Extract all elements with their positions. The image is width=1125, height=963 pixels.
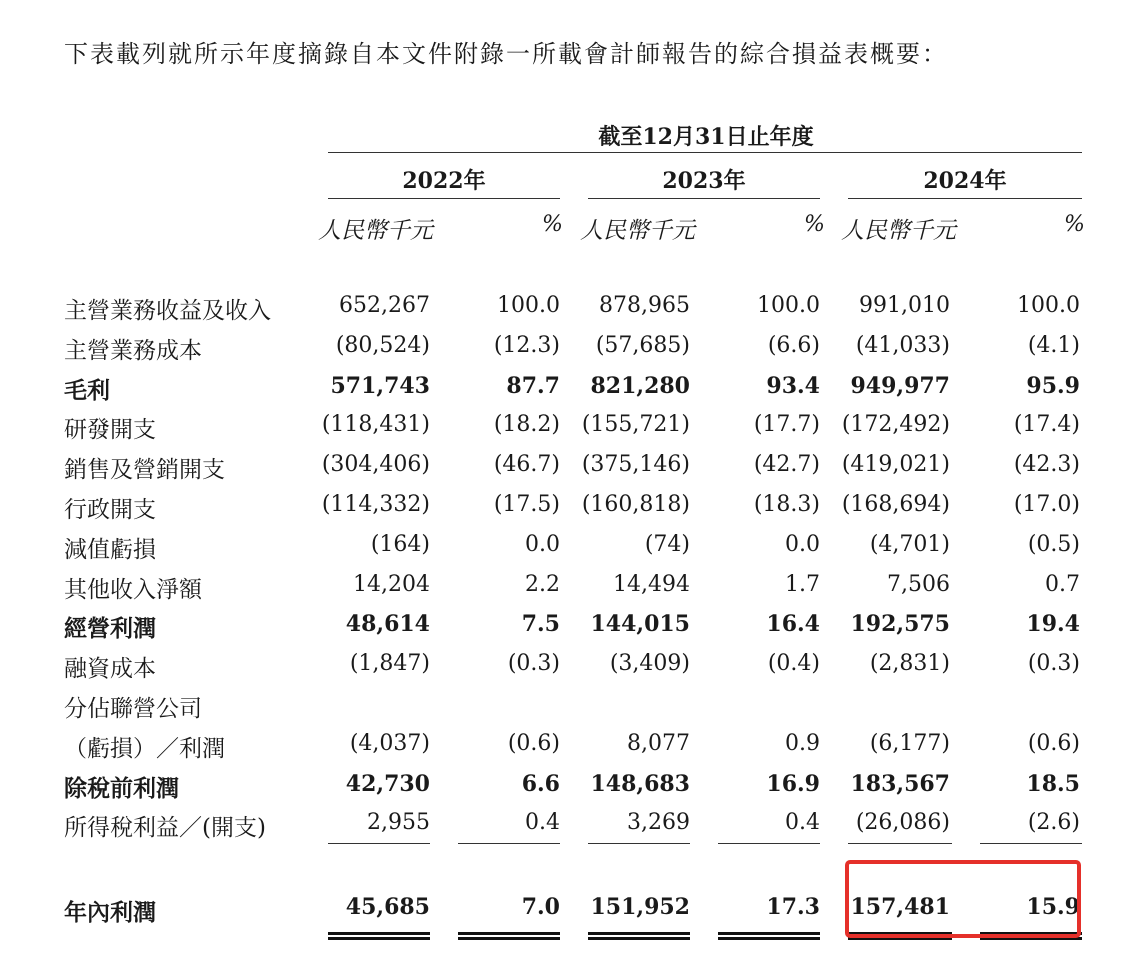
row-label: 融資成本 (64, 656, 156, 682)
period-rule (328, 152, 1082, 153)
row-value: (42.3) (1013, 452, 1080, 477)
double-rule (718, 932, 820, 940)
row-value: (17.0) (1013, 492, 1080, 517)
row-value: (114,332) (321, 492, 430, 517)
row-value: 148,683 (590, 771, 690, 797)
row-value: 100.0 (1017, 293, 1080, 318)
row-value: 144,015 (590, 611, 690, 637)
pct-label-2023: % (804, 212, 825, 237)
row-label: 其他收入淨額 (64, 577, 202, 603)
row-value: (118,431) (321, 412, 430, 437)
year-rule-2024 (848, 198, 1082, 199)
row-value: 3,269 (627, 810, 690, 835)
row-value: (160,818) (581, 492, 690, 517)
unit-label-2024: 人民幣千元 (841, 218, 956, 244)
row-value: (46.7) (493, 452, 560, 477)
row-value: (42.7) (753, 452, 820, 477)
row-value: (0.5) (1027, 532, 1080, 557)
row-value: (2,831) (869, 651, 950, 676)
subtotal-rule-2023-pct (718, 843, 820, 844)
row-label: （虧損）／利潤 (64, 736, 225, 762)
row-value: (57,685) (595, 333, 690, 358)
row-value: 6.6 (521, 771, 560, 797)
subtotal-rule-2022-pct (458, 843, 560, 844)
row-value: 95.9 (1026, 373, 1080, 399)
row-value: 183,567 (850, 771, 950, 797)
year-header-2022: 2022年 (402, 168, 486, 194)
row-label: 除稅前利潤 (64, 775, 179, 802)
row-value: (74) (644, 532, 690, 557)
row-value: 949,977 (850, 373, 950, 399)
row-value: (18.2) (493, 412, 560, 437)
subtotal-rule-2023-amt (588, 843, 690, 844)
row-value: (164) (370, 532, 430, 557)
intro-text: 下表載列就所示年度摘錄自本文件附錄一所載會計師報告的綜合損益表概要： (64, 40, 948, 68)
row-value: 2.2 (525, 572, 560, 597)
row-value: 14,494 (613, 572, 690, 597)
row-label: 銷售及營銷開支 (64, 457, 225, 483)
pct-label-2022: % (542, 212, 563, 237)
double-rule (328, 932, 430, 940)
row-value: (17.5) (493, 492, 560, 517)
row-value: 0.4 (525, 810, 560, 835)
row-value: (155,721) (581, 412, 690, 437)
row-value: (41,033) (855, 333, 950, 358)
subtotal-rule-2024-pct (980, 843, 1082, 844)
row-value: 87.7 (506, 373, 560, 399)
row-value: 7.5 (521, 611, 560, 637)
row-value: (4,037) (349, 731, 430, 756)
row-value: 1.7 (785, 572, 820, 597)
row-value: (168,694) (841, 492, 950, 517)
row-value: (2.6) (1027, 810, 1080, 835)
row-value: (419,021) (841, 452, 950, 477)
row-value: (26,086) (855, 810, 950, 835)
row-value: (6.6) (767, 333, 820, 358)
row-value: (12.3) (493, 333, 560, 358)
row-value: 571,743 (330, 373, 430, 399)
row-label: 主營業務成本 (64, 338, 202, 364)
row-value: 48,614 (345, 611, 430, 637)
unit-label-2022: 人民幣千元 (318, 218, 433, 244)
row-value: 821,280 (590, 373, 690, 399)
row-value: 0.4 (785, 810, 820, 835)
row-value: 19.4 (1026, 611, 1080, 637)
row-value: 0.9 (785, 731, 820, 756)
row-value: 14,204 (353, 572, 430, 597)
subtotal-rule-2024-amt (848, 843, 952, 844)
row-value: (172,492) (841, 412, 950, 437)
row-value: (304,406) (321, 452, 430, 477)
row-value: (4,701) (869, 532, 950, 557)
total-label: 年內利潤 (64, 899, 156, 926)
row-label: 研發開支 (64, 417, 156, 443)
row-value: 0.0 (525, 532, 560, 557)
year-header-2024: 2024年 (923, 168, 1007, 194)
total-value: 157,481 (850, 894, 950, 920)
row-value: (375,146) (581, 452, 690, 477)
row-value: 16.4 (766, 611, 820, 637)
total-value: 15.9 (1026, 894, 1080, 920)
highlight-box (845, 860, 1081, 938)
double-rule (588, 932, 690, 940)
row-value: (0.6) (507, 731, 560, 756)
row-value: (1,847) (349, 651, 430, 676)
row-label: 經營利潤 (64, 615, 156, 642)
row-value: (17.4) (1013, 412, 1080, 437)
row-label: 所得稅利益／(開支) (64, 815, 266, 841)
row-value: (3,409) (609, 651, 690, 676)
row-value: 100.0 (757, 293, 820, 318)
row-value: 652,267 (339, 293, 430, 318)
period-header: 截至12月31日止年度 (598, 124, 814, 150)
row-value: 8,077 (627, 731, 690, 756)
row-value: 42,730 (345, 771, 430, 797)
row-value: 16.9 (766, 771, 820, 797)
row-value: 2,955 (367, 810, 430, 835)
pct-label-2024: % (1064, 212, 1085, 237)
unit-label-2023: 人民幣千元 (580, 218, 695, 244)
row-value: 0.0 (785, 532, 820, 557)
row-value: 93.4 (766, 373, 820, 399)
row-value: 18.5 (1026, 771, 1080, 797)
row-value: 878,965 (599, 293, 690, 318)
row-value: (17.7) (753, 412, 820, 437)
row-value: 7,506 (887, 572, 950, 597)
year-rule-2023 (588, 198, 820, 199)
row-value: (6,177) (869, 731, 950, 756)
row-value: 0.7 (1045, 572, 1080, 597)
year-rule-2022 (328, 198, 560, 199)
row-value: 192,575 (850, 611, 950, 637)
row-value: (0.3) (507, 651, 560, 676)
row-value: (0.4) (767, 651, 820, 676)
total-value: 45,685 (345, 894, 430, 920)
subtotal-rule-2022-amt (328, 843, 430, 844)
row-label: 毛利 (64, 377, 110, 404)
row-label: 主營業務收益及收入 (64, 298, 271, 324)
row-label: 行政開支 (64, 497, 156, 523)
row-value: (4.1) (1027, 333, 1080, 358)
row-label: 減值虧損 (64, 537, 156, 563)
row-value: (0.3) (1027, 651, 1080, 676)
double-rule (458, 932, 560, 940)
row-value: (18.3) (753, 492, 820, 517)
total-value: 151,952 (590, 894, 690, 920)
total-value: 7.0 (521, 894, 560, 920)
row-value: 100.0 (497, 293, 560, 318)
row-label: 分佔聯營公司 (64, 696, 202, 722)
total-value: 17.3 (766, 894, 820, 920)
year-header-2023: 2023年 (662, 168, 746, 194)
row-value: (0.6) (1027, 731, 1080, 756)
row-value: (80,524) (335, 333, 430, 358)
row-value: 991,010 (859, 293, 950, 318)
